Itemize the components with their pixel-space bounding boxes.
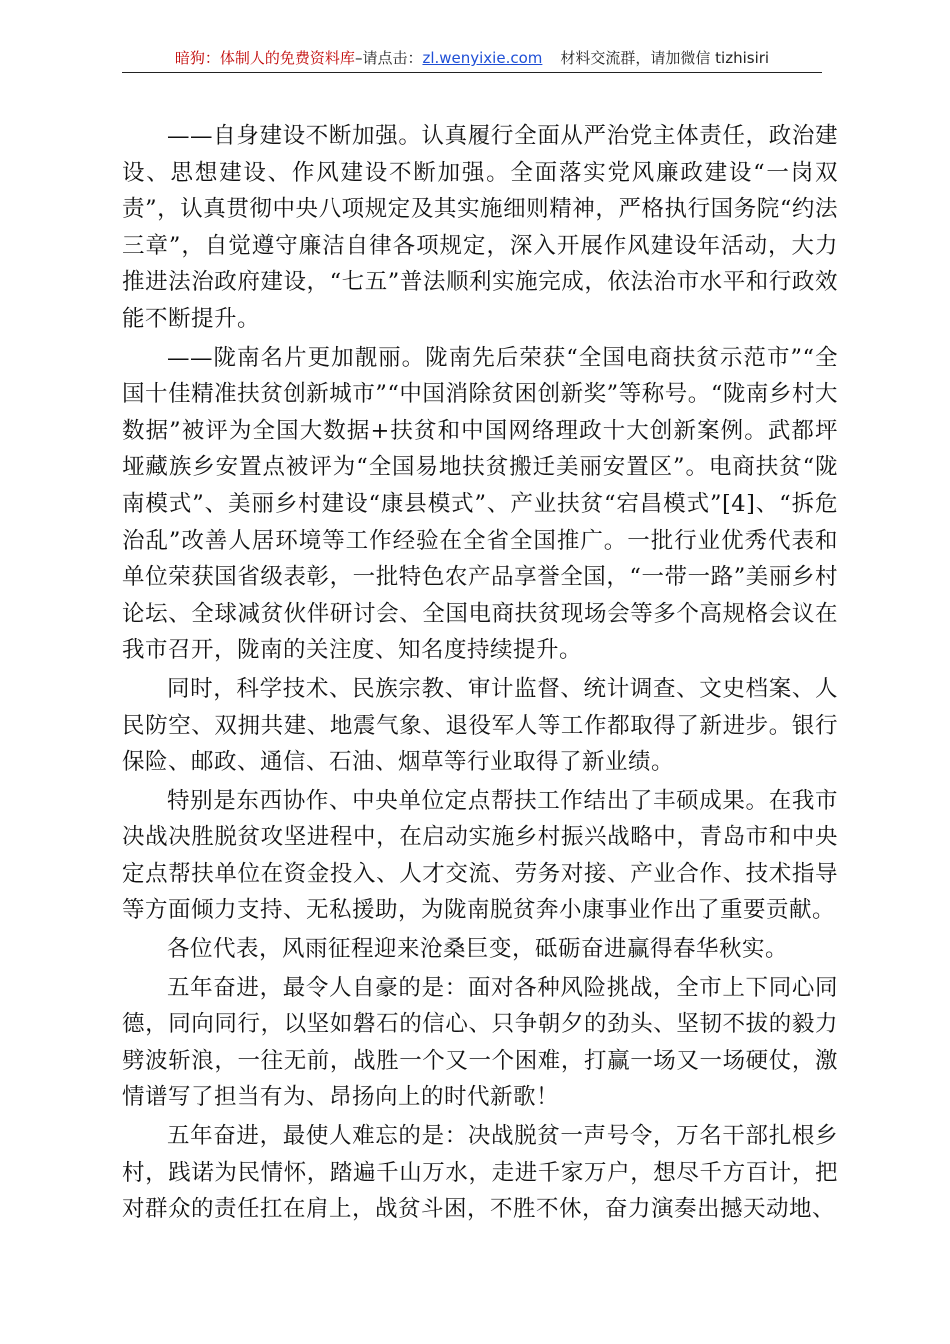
header-wechat: 材料交流群，请加微信 tizhisiri: [560, 49, 770, 67]
page-header: [122, 46, 822, 73]
paragraph-memorable: 五年奋进，最使人难忘的是：决战脱贫一声号令，万名干部扎根乡村，践诺为民情怀，踏遍千山万水，走进千家万户，想尽千方百计，把对群众的责任扛在肩上，战贫斗困，不胜不休，奋力演奏出撼天动地、: [122, 1123, 838, 1223]
paragraph-longnan-card: ——陇南名片更加靓丽。陇南先后荣获“全国电商扶贫示范市”“全国十佳精准扶贫创新城市”“中国消除贫困创新奖”等称号。“陇南乡村大数据”被评为全国大数据+扶贫和中国网络理政十大创新案例。武都坪垭藏族乡安置点被评为“全国易地扶贫搬迁美丽安置区”。电商扶贫“陇南模式”、美丽乡村建设“康县模式”、产业扶贫“宕昌模式”[4]、“拆危治乱”改善人居环境等工作经验在全省全国推广。一批行业优秀代表和单位荣获国省级表彰，一批特色农产品享誉全国，“一带一路”美丽乡村论坛、全球减贫伙伴研讨会、全国电商扶贫现场会等多个高规格会议在我市召开，陇南的关注度、知名度持续提升。: [122, 344, 838, 664]
header-link[interactable]: zl.wenyixie.com: [422, 49, 543, 67]
paragraph-other-work: 同时，科学技术、民族宗教、审计监督、统计调查、文史档案、人民防空、双拥共建、地震气象、退役军人等工作都取得了新进步。银行保险、邮政、通信、石油、烟草等行业取得了新业绩。: [122, 675, 838, 776]
header-prompt: –请点击：: [354, 49, 423, 67]
paragraph-pride: 五年奋进，最令人自豪的是：面对各种风险挑战，全市上下同心同德，同向同行，以坚如磐石的信心、只争朝夕的劲头、坚韧不拔的毅力劈波斩浪，一往无前，战胜一个又一个困难，打赢一场又一场硬仗，激情谱写了担当有为、昂扬向上的时代新歌！: [122, 974, 838, 1111]
header-brand: 暗狗：体制人的免费资料库: [174, 49, 355, 67]
paragraph-east-west-cooperation: 特别是东西协作、中央单位定点帮扶工作结出了丰硕成果。在我市决战决胜脱贫攻坚进程中，在启动实施乡村振兴战略中，青岛市和中央定点帮扶单位在资金投入、人才交流、劳务对接、产业合作、技术指导等方面倾力支持、无私援助，为陇南脱贫奔小康事业作出了重要贡献。: [122, 787, 838, 924]
paragraph-self-building: ——自身建设不断加强。认真履行全面从严治党主体责任，政治建设、思想建设、作风建设不断加强。全面落实党风廉政建设“一岗双责”，认真贯彻中央八项规定及其实施细则精神，严格执行国务院“约法三章”，自觉遵守廉洁自律各项规定，深入开展作风建设年活动，大力推进法治政府建设，“七五”普法顺利实施完成，依法治市水平和行政效能不断提升。: [122, 123, 838, 332]
paragraph-address: 各位代表，风雨征程迎来沧桑巨变，砥砺奋进赢得春华秋实。: [167, 936, 789, 963]
document-body: [122, 118, 838, 1230]
